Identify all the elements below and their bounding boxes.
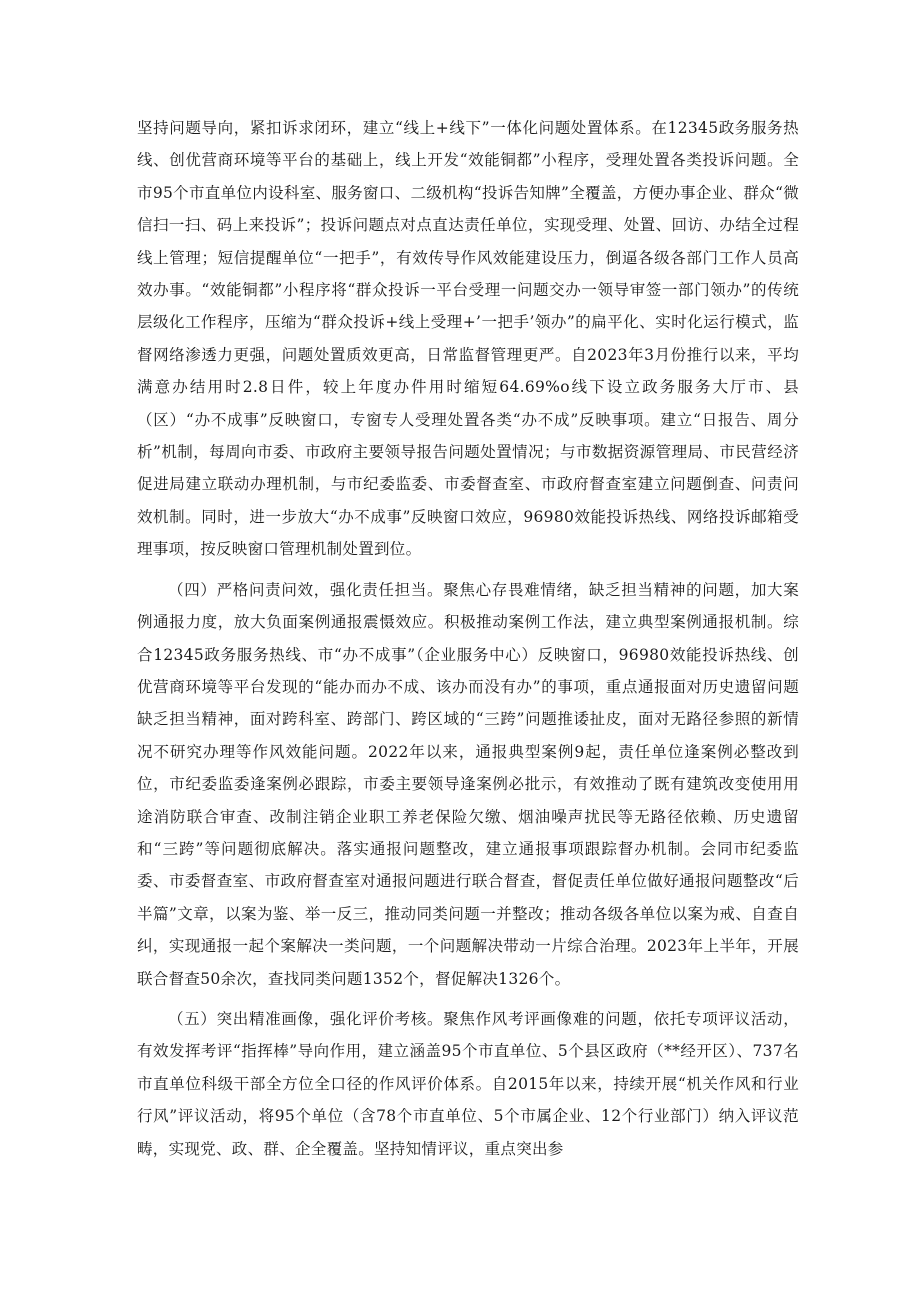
- paragraph-evaluation: （五）突出精准画像，强化评价考核。聚焦作风考评画像难的问题，依托专项评议活动，有效发挥考评“指挥棒”导向作用，建立涵盖95个市直单位、5个县区政府（**经开区）、737名市直单位科级干部全方位全口径的作风评价体系。自2015年以来，持续开展“机关作风和行业行风”评议活动，将95个单位（含78个市直单位、5个市属企业、12个行业部门）纳入评议范畴，实现党、政、群、企全覆盖。坚持知情评议，重点突出参: [137, 1009, 799, 1158]
- paragraph-complaint-handling: 坚持问题导向，紧扣诉求闭环，建立“线上+线下”一体化问题处置体系。在12345政务服务热线、创优营商环境等平台的基础上，线上开发“效能铜都”小程序，受理处置各类投诉问题。全市95个市直单位内设科室、服务窗口、二级机构“投诉告知牌”全覆盖，方便办事企业、群众“微信扫一扫、码上来投诉”；投诉问题点对点直达责任单位，实现受理、处置、回访、办结全过程线上管理；短信提醒单位“一把手”，有效传导作风效能建设压力，倒逼各级各部门工作人员高效办事。“效能铜都”小程序将“群众投诉一平台受理一问题交办一领导审签一部门领办”的传统层级化工作程序，压缩为“群众投诉+线上受理+’一把手’领办”的扁平化、实时化运行模式，监督网络渗透力更强，问题处置质效更高，日常监督管理更严。自2023年3月份推行以来，平均满意办结用时2.8日件，较上年度办件用时缩短64.69%o线下设立政务服务大厅市、县（区）“办不成事”反映窗口，专窗专人受理处置各类“办不成”反映事项。建立“日报告、周分析”机制，每周向市委、市政府主要领导报告问题处置情况；与市数据资源管理局、市民营经济促进局建立联动办理机制，与市纪委监委、市委督查室、市政府督查室建立问题倒查、问责问效机制。同时，进一步放大“办不成事”反映窗口效应，96980效能投诉热线、网络投诉邮箱受理事项，按反映窗口管理机制处置到位。: [137, 119, 799, 559]
- paragraph-accountability: （四）严格问责问效，强化责任担当。聚焦心存畏难情绪，缺乏担当精神的问题，加大案例通报力度，放大负面案例通报震慑效应。积极推动案例工作法，建立典型案例通报机制。综合12345政务服务热线、市“办不成事”（企业服务中心）反映窗口，96980效能投诉热线、创优营商环境等平台发现的“能办而办不成、该办而没有办”的事项，重点通报面对历史遗留问题缺乏担当精神，面对跨科室、跨部门、跨区域的“三跨”问题推诿扯皮，面对无路径参照的新情况不研究办理等作风效能问题。2022年以来，通报典型案例9起，责任单位逢案例必整改到位，市纪委监委逢案例必跟踪，市委主要领导逢案例必批示，有效推动了既有建筑改变使用用途消防联合审查、改制注销企业职工养老保险欠缴、烟油噪声扰民等无路径依赖、历史遗留和“三跨”等问题彻底解决。落实通报问题整改，建立通报事项跟踪督办机制。会同市纪委监委、市委督查室、市政府督查室对通报问题进行联合督查，督促责任单位做好通报问题整改“后半篇”文章，以案为鉴、举一反三，推动同类问题一并整改；推动各级各单位以案为戒、自查自纠，实现通报一起个案解决一类问题，一个问题解决带动一片综合治理。2023年上半年，开展联合督查50余次，查找同类问题1352个，督促解决1326个。: [137, 580, 799, 988]
- document-body: [137, 112, 799, 1165]
